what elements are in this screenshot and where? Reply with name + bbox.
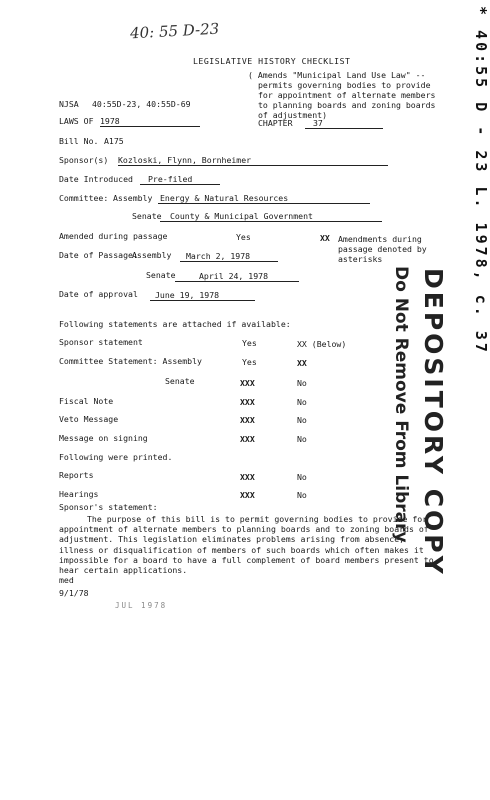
passage-senate-label: Senate — [146, 270, 176, 280]
veto-message-no: No — [297, 415, 307, 425]
date-introduced-label: Date Introduced — [59, 174, 133, 184]
chapter-value: 37 — [305, 118, 383, 129]
depository-copy-stamp: DEPOSITORY COPY — [419, 268, 448, 577]
committee-statement-senate-label: Senate — [165, 376, 195, 386]
message-on-signing-yes: XXX — [240, 434, 255, 444]
description-line: of adjustment) — [258, 110, 328, 120]
bill-value: A175 — [104, 136, 124, 146]
amendments-note-line: Amendments during — [338, 234, 422, 244]
committee-statement-assembly-yes: Yes — [242, 357, 257, 367]
sponsor-statement-no: XX (Below) — [297, 339, 347, 349]
description-line: permits governing bodies to provide — [258, 80, 431, 90]
laws-of-value: 1978 — [100, 116, 200, 127]
committee-statement-senate-no: No — [297, 378, 307, 388]
fiscal-note-label: Fiscal Note — [59, 396, 114, 406]
date-of-passage-label: Date of Passage: — [59, 250, 138, 260]
message-on-signing-label: Message on signing — [59, 433, 148, 443]
committee-senate-label: Senate — [132, 211, 162, 221]
sponsor-statement-yes: Yes — [242, 338, 257, 348]
hearings-no: No — [297, 490, 307, 500]
message-on-signing-no: No — [297, 434, 307, 444]
chapter-label: CHAPTER — [258, 118, 293, 128]
date-of-approval-label: Date of approval — [59, 289, 138, 299]
njsa-value: 40:55D-23, 40:55D-69 — [92, 99, 191, 109]
hearings-yes: XXX — [240, 490, 255, 500]
sponsor-statement-heading: Sponsor's statement: — [59, 502, 158, 512]
amended-label: Amended during passage — [59, 231, 168, 241]
committee-senate-value: County & Municipal Government — [160, 211, 382, 222]
njsa-label: NJSA — [59, 99, 79, 109]
footer-date: 9/1/78 — [59, 588, 89, 598]
reports-label: Reports — [59, 470, 94, 480]
amendments-note — [338, 234, 427, 264]
statements-intro: Following statements are attached if available: — [59, 319, 291, 329]
committee-assembly-value: Energy & Natural Resources — [158, 193, 370, 204]
sponsors-value: Kozloski, Flynn, Bornheimer — [118, 155, 388, 166]
page-title: LEGISLATIVE HISTORY CHECKLIST — [193, 56, 351, 66]
sponsors-label: Sponsor(s) — [59, 155, 109, 165]
veto-message-label: Veto Message — [59, 414, 119, 424]
description-line: for appointment of alternate members — [258, 90, 436, 100]
veto-message-yes: XXX — [240, 415, 255, 425]
typist-initials: med — [59, 575, 74, 585]
reports-yes: XXX — [240, 472, 255, 482]
reports-no: No — [297, 472, 307, 482]
passage-senate-value: April 24, 1978 — [175, 271, 299, 282]
amended-yes: Yes — [236, 232, 251, 242]
amendments-note-line: asterisks — [338, 254, 383, 264]
laws-of-label: LAWS OF — [59, 116, 94, 126]
bill-description — [248, 70, 435, 120]
side-handwritten-citation: * 40:55 D - 23 L. 1978, c. 37 — [472, 6, 490, 355]
do-not-remove-stamp: Do Not Remove From Library — [391, 266, 411, 543]
committee-statement-assembly-no: XX — [297, 358, 307, 368]
amended-no-mark: XX — [320, 233, 330, 243]
description-line: ( Amends "Municipal Land Use Law" -- — [248, 70, 426, 80]
passage-assembly-label: Assembly — [132, 250, 172, 260]
committee-assembly-label: Assembly — [113, 193, 153, 203]
amendments-note-line: passage denoted by — [338, 244, 427, 254]
passage-assembly-value: March 2, 1978 — [180, 251, 278, 262]
date-of-approval-value: June 19, 1978 — [150, 290, 255, 301]
received-stamp: JUL 1978 — [115, 601, 168, 610]
committee-label: Committee: — [59, 193, 109, 203]
date-introduced-value: Pre-filed — [140, 174, 220, 185]
printed-intro: Following were printed. — [59, 452, 173, 462]
hearings-label: Hearings — [59, 489, 99, 499]
sponsor-statement-label: Sponsor statement — [59, 337, 143, 347]
description-line: to planning boards and zoning boards — [258, 100, 436, 110]
fiscal-note-yes: XXX — [240, 397, 255, 407]
committee-statement-assembly-label: Committee Statement: Assembly — [59, 356, 202, 366]
handwritten-citation: 40: 55 D-23 — [129, 19, 220, 43]
sponsor-statement-body: The purpose of this bill is to permit governing bodies to provide for appointment of alternate members to planning boards and to zoning boards of adjustment. This legislation eliminates problems arising from absence, illness or disqualification of members of such boards which often makes it impossible for a board to have a full complement of board members present to hear certain applications. — [59, 514, 434, 576]
bill-label: Bill No. — [59, 136, 99, 146]
fiscal-note-no: No — [297, 397, 307, 407]
committee-statement-senate-yes: XXX — [240, 378, 255, 388]
